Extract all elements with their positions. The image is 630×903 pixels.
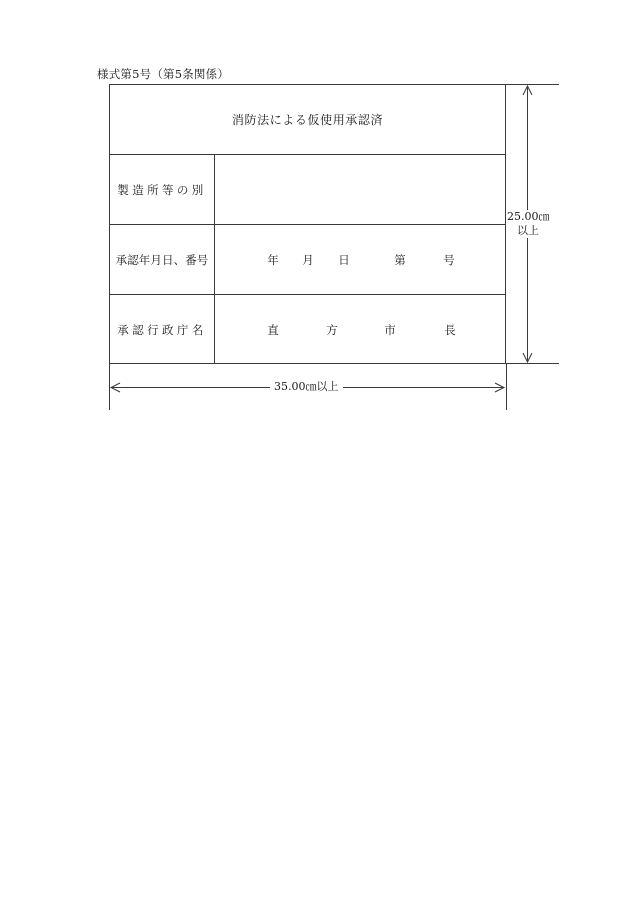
month-mark: 月 [302,252,314,267]
year-mark: 年 [267,252,279,267]
row-label-approving-authority: 承認行政庁名 [110,295,215,364]
row-label-approval-date-number: 承認年月日、番号 [110,225,215,294]
authority-char-3: 市 [384,322,396,337]
height-dimension-note: 以上 [517,224,539,237]
row-label-facility-type: 製造所等の別 [110,155,215,224]
authority-char-4: 長 [444,322,456,337]
width-dimension-label: 35.00㎝以上 [270,380,343,394]
height-dimension-value: 25.00㎝ [507,210,550,223]
number-prefix: 第 [394,252,406,267]
form-heading: 様式第5号（第5条関係） [97,67,230,81]
height-dimension-label [507,210,549,238]
number-suffix: 号 [443,252,455,267]
authority-char-1: 直 [267,322,279,337]
sign-title: 消防法による仮使用承認済 [110,85,505,155]
authority-char-2: 方 [326,322,338,337]
day-mark: 日 [338,252,350,267]
